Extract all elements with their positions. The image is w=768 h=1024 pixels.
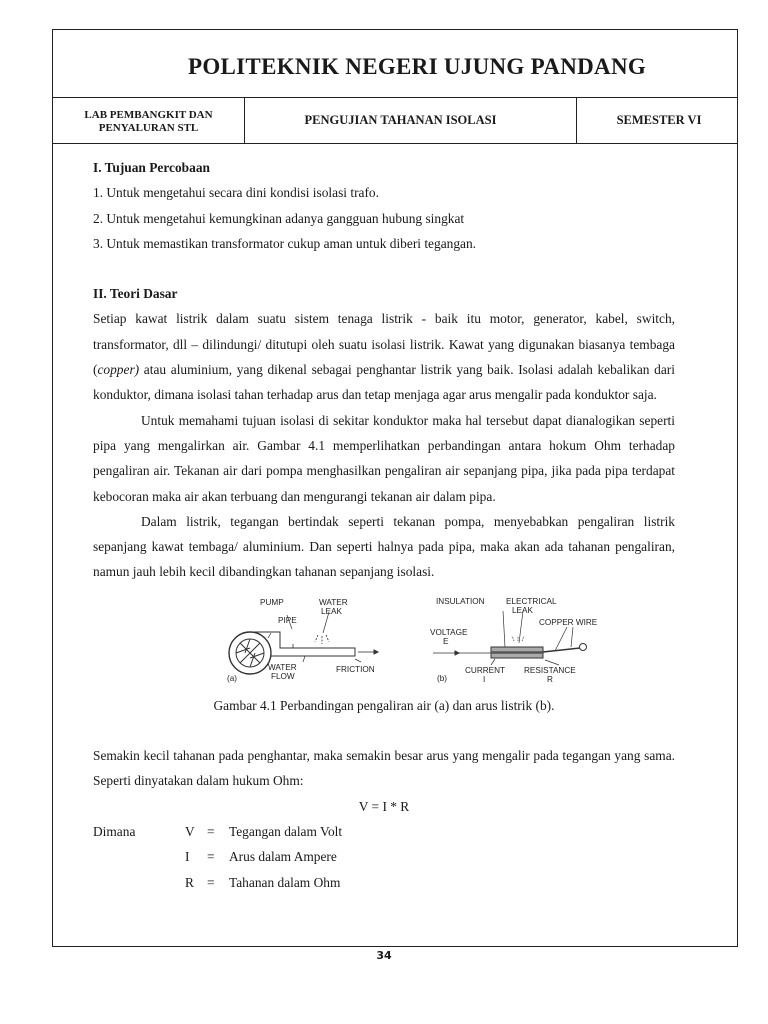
paragraph-1 [93, 306, 675, 407]
subject-title: PENGUJIAN TAHANAN ISOLASI [304, 113, 497, 127]
label-pump: PUMP [260, 597, 284, 607]
objective-item: 3. Untuk memastikan transformator cukup aman untuk diberi tegangan. [93, 235, 477, 251]
label-electrical: ELECTRICAL [506, 596, 557, 606]
header-title-row [53, 30, 737, 98]
def-equals: = [207, 849, 215, 865]
def-symbol: I [185, 849, 190, 865]
lab-name-line1: LAB PEMBANGKIT DAN [84, 108, 213, 121]
label-a: (a) [227, 673, 238, 683]
paragraph-1-text: Setiap kawat listrik dalam suatu sistem tenaga listrik - baik itu motor, generator, kabel, switch, transformator, dll – dilindungi/ ditutupi oleh suatu isolasi listrik. Kawat yang digunakan biasanya tembaga ( [93, 311, 675, 378]
paragraph-2: Untuk memahami tujuan isolasi di sekitar konduktor maka hal tersebut dapat dianalogikan seperti pipa yang mengalirkan air. Gambar 4.1 memperlihatkan perbandingan antara hokum Ohm terhadap pengaliran air. Tekanan air dari pompa menghasilkan pengaliran air sepanjang pipa, jika pada pipa terdapat kebocoran maka air akan terbuang dan mengurangi tekanan air dalam pipa. [93, 412, 675, 504]
label-voltage: VOLTAGE [430, 627, 468, 637]
paragraph-1-italic: copper) [97, 362, 140, 378]
label-b: (b) [437, 673, 448, 683]
lab-name-cell [53, 98, 245, 143]
semester-label: SEMESTER VI [616, 113, 702, 127]
page-frame [52, 29, 738, 947]
def-symbol: R [185, 874, 194, 890]
paragraph-3: Dalam listrik, tegangan bertindak seperti tekanan pompa, menyebabkan pengaliran listrik sepanjang kawat tembaga/ aluminium. Dan seperti halnya pada pipa, maka akan ada tahanan pengaliran, namun jauh lebih kecil dibandingkan tahanan sepanjang isolasi. [93, 513, 675, 580]
label-resistance-r: R [547, 674, 553, 684]
section-heading-teori: II. Teori Dasar [93, 286, 178, 302]
header-info-row [53, 98, 737, 144]
ohm-formula: V = I * R [358, 798, 410, 814]
label-pipe: PIPE [278, 615, 297, 625]
page-number: 34 [376, 949, 392, 962]
paragraph-4: Semakin kecil tahanan pada penghantar, maka semakin besar arus yang mengalir pada tegangan yang sama. Seperti dinyatakan dalam hukum Ohm: [93, 748, 675, 789]
paragraph-1-text-end: atau aluminium, yang dikenal sebagai penghantar listrik yang baik. Isolasi adalah kebalikan dari konduktor, dimana isolasi tahan terhadap arus dan tetap menjaga agar arus mengalir pada konduktor saja. [93, 362, 675, 403]
def-equals: = [207, 823, 215, 839]
label-electrical-leak: LEAK [512, 605, 533, 615]
figure-caption: Gambar 4.1 Perbandingan pengaliran air (a) dan arus listrik (b). [213, 697, 555, 713]
label-copper-wire: COPPER WIRE [539, 617, 598, 627]
semester-cell [577, 98, 737, 143]
label-friction: FRICTION [336, 664, 375, 674]
label-water-flow-2: FLOW [271, 671, 295, 681]
institution-title: POLITEKNIK NEGERI UJUNG PANDANG [188, 53, 647, 79]
label-leak: LEAK [321, 606, 342, 616]
definition-row [93, 819, 675, 844]
subject-cell [245, 98, 577, 143]
label-insulation: INSULATION [436, 596, 485, 606]
definition-row [93, 870, 675, 895]
label-current: CURRENT [465, 665, 506, 675]
section-heading-tujuan: I. Tujuan Percobaan [93, 160, 210, 175]
def-description: Tegangan dalam Volt [229, 823, 343, 839]
label-voltage-e: E [443, 636, 449, 646]
objective-item: 1. Untuk mengetahui secara dini kondisi isolasi trafo. [93, 185, 379, 201]
objective-item: 2. Untuk mengetahui kemungkinan adanya gangguan hubung singkat [93, 210, 465, 226]
document-body [93, 155, 675, 895]
where-label: Dimana [93, 823, 136, 839]
label-current-i: I [483, 674, 486, 684]
def-equals: = [207, 874, 215, 890]
def-symbol: V [185, 823, 195, 839]
comparison-diagram [93, 593, 675, 693]
def-description: Arus dalam Ampere [229, 849, 337, 865]
label-water: WATER [319, 597, 348, 607]
label-resistance: RESISTANCE [524, 665, 576, 675]
definition-row [93, 844, 675, 869]
label-water-flow-1: WATER [268, 662, 297, 672]
def-description: Tahanan dalam Ohm [229, 874, 341, 890]
figure-4-1 [93, 593, 675, 693]
lab-name-line2: PENYALURAN STL [98, 121, 199, 134]
